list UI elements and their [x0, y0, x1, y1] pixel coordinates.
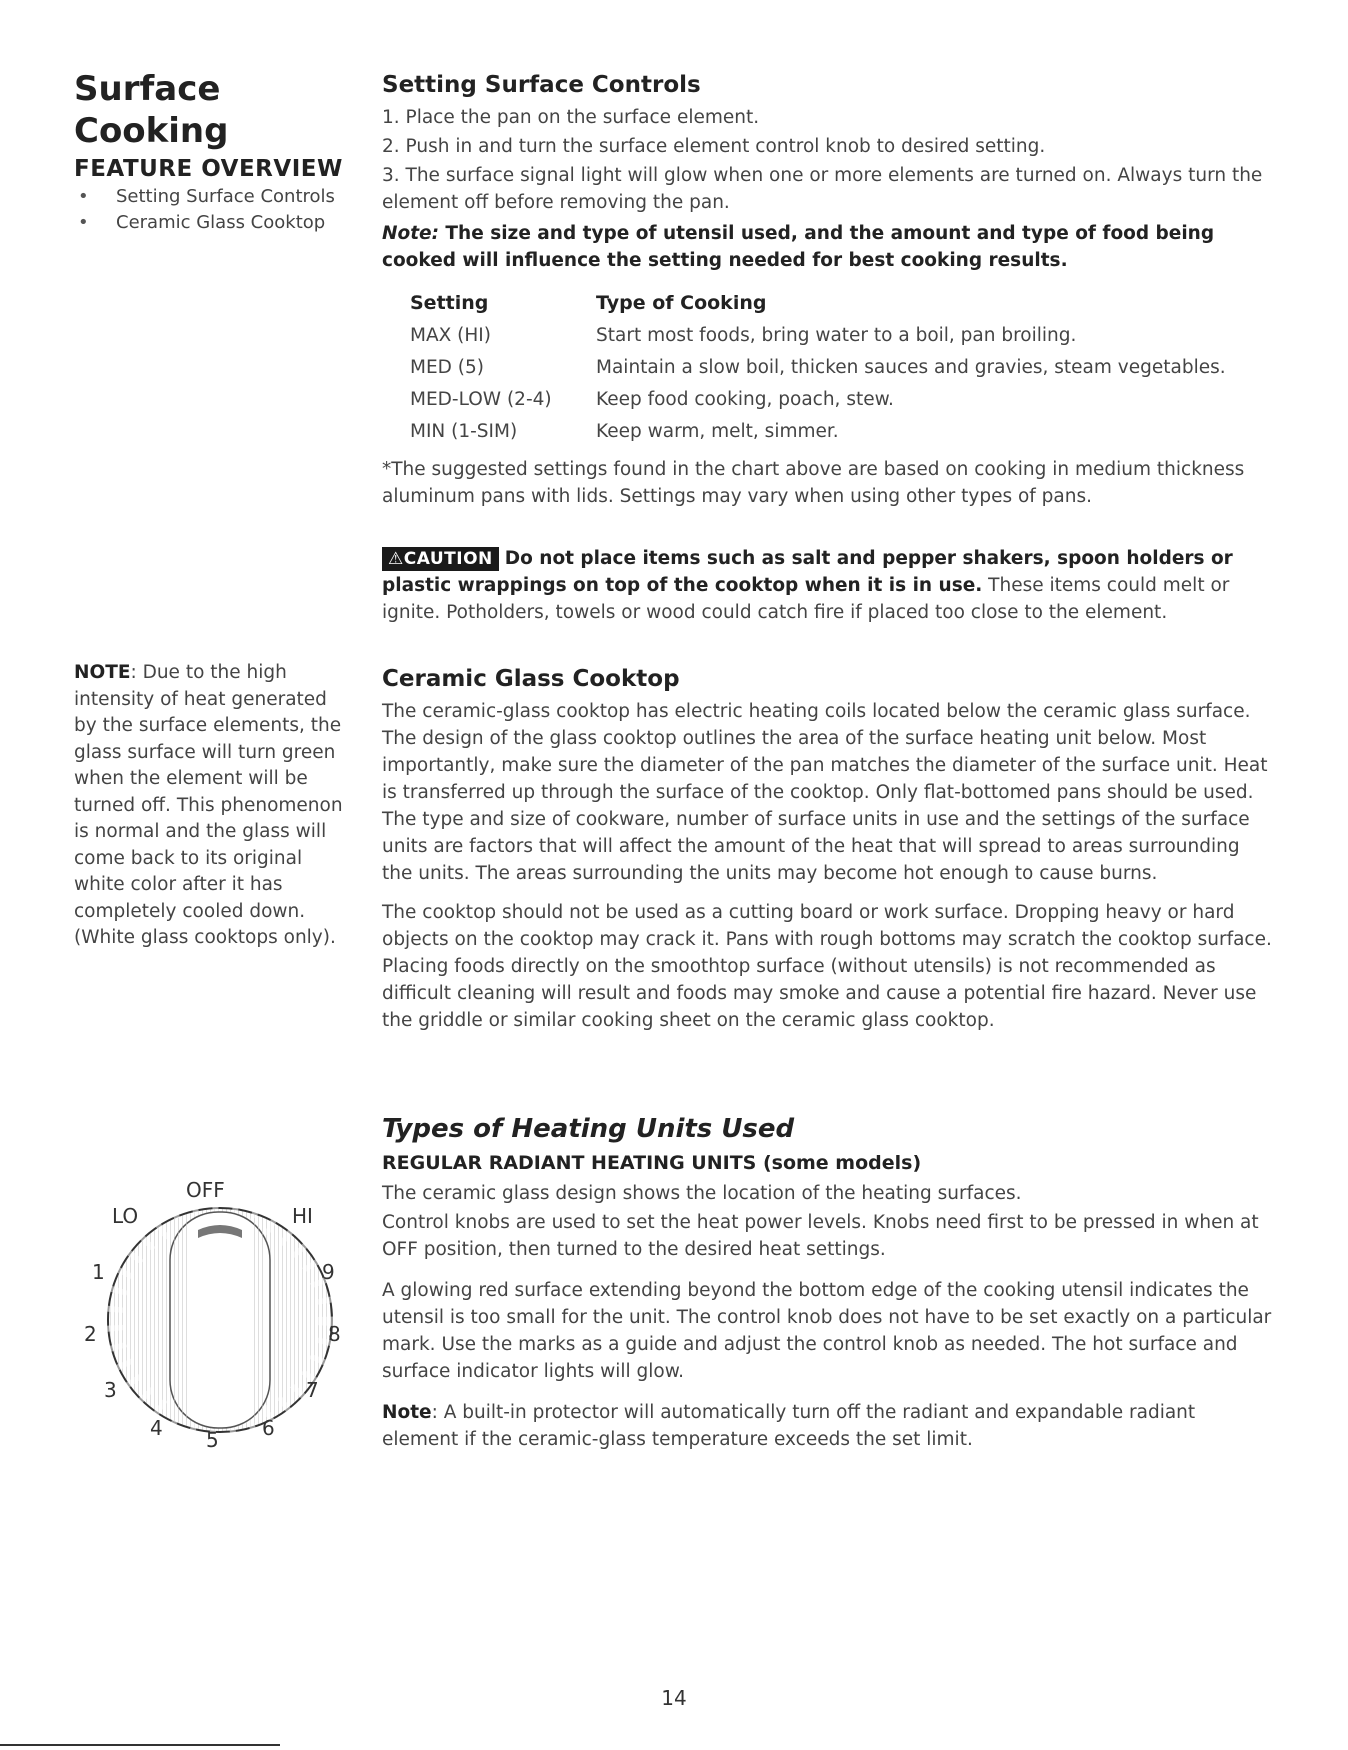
knob-mark: 3 — [104, 1378, 117, 1402]
table-header-row — [410, 286, 1226, 320]
ceramic-title: Ceramic Glass Cooktop — [382, 666, 680, 692]
feature-overview — [74, 156, 354, 236]
table-cell-setting: MED (5) — [410, 357, 484, 378]
setting-controls-title: Setting Surface Controls — [382, 72, 701, 98]
table-row — [410, 416, 1226, 448]
heating-units-title: Types of Heating Units Used — [382, 1114, 795, 1144]
heating-units-note — [382, 1399, 1272, 1453]
step-3: 3. The surface signal light will glow when one or more elements are turned on. Always turn the element off before removing the pan. — [382, 165, 1263, 213]
side-note-text: : Due to the high intensity of heat generated by the surface elements, the glass surface will turn green when the element will be turned off. This phenomenon is normal and the glass will come back to its original white color after it has completely cooled down. (White glass cooktops only). — [74, 662, 343, 948]
ceramic-paragraph-2: The cooktop should not be used as a cutting board or work surface. Dropping heavy or hard objects on the cooktop may crack it. Pans with rough bottoms may scratch the cooktop surface. Placing foods directly on the smoothtop surface (without utensils) is not recommended as difficult cleaning will result and foods may smoke and cause a potential fire hazard. Never use the griddle or similar cooking sheet on the ceramic glass cooktop. — [382, 902, 1272, 1031]
heating-units-subtitle-rest: (some models) — [756, 1152, 922, 1174]
side-note-label: NOTE — [74, 662, 131, 683]
setting-controls-section — [382, 72, 1272, 274]
control-knob-diagram — [70, 1170, 370, 1460]
side-note — [74, 660, 344, 952]
section-title-line1: Surface — [74, 69, 221, 109]
feature-overview-title: FEATURE OVERVIEW — [74, 156, 343, 182]
ceramic-section — [382, 666, 1272, 1046]
table-cell-type: Start most foods, bring water to a boil, pan broiling. — [596, 325, 1077, 346]
knob-mark: 1 — [92, 1260, 105, 1284]
table-row — [410, 384, 1226, 416]
settings-footnote: *The suggested settings found in the chart above are based on cooking in medium thickness aluminum pans with lids. Settings may vary when using other types of pans. — [382, 459, 1245, 507]
settings-table — [410, 286, 1226, 448]
heating-units-note-text: : A built-in protector will automatically turn off the radiant and expandable radiant element if the ceramic-glass temperature exceeds the set limit. — [382, 1402, 1196, 1450]
knob-mark: 4 — [150, 1416, 163, 1440]
knob-label-off: OFF — [186, 1178, 225, 1202]
caution-block — [382, 545, 1272, 626]
table-cell-type: Keep warm, melt, simmer. — [596, 421, 839, 442]
table-cell-setting: MAX (HI) — [410, 325, 491, 346]
step-2: 2. Push in and turn the surface element control knob to desired setting. — [382, 136, 1046, 157]
settings-note-label: Note: — [382, 223, 439, 244]
heating-units-subtitle-caps: REGULAR RADIANT HEATING UNITS — [382, 1152, 757, 1174]
table-row — [410, 352, 1226, 384]
heating-units-section — [382, 1114, 1272, 1465]
step-1: 1. Place the pan on the surface element. — [382, 107, 760, 128]
page-number: 14 — [661, 1686, 687, 1710]
table-cell-setting: MED-LOW (2-4) — [410, 389, 552, 410]
ceramic-paragraph-1: The ceramic-glass cooktop has electric heating coils located below the ceramic glass surface. The design of the glass cooktop outlines the area of the surface heating unit below. Most importantly, make sure the diameter of the pan matches the diameter of the surface unit. Heat is transferred up through the surface of the cooktop. Only flat-bottomed pans should be used. The type and size of cookware, number of surface units in use and the settings of the surface units are factors that will affect the amount of the heat that will spread to areas surrounding the units. The areas surrounding the units may become hot enough to cause burns. — [382, 701, 1268, 884]
knob-mark: 6 — [262, 1416, 275, 1440]
caution-text: These items could melt or ignite. Potholders, towels or wood could catch fire if placed too close to the element. — [382, 575, 1230, 623]
table-cell-type: Maintain a slow boil, thicken sauces and gravies, steam vegetables. — [596, 357, 1226, 378]
feature-item: • Ceramic Glass Cooktop — [74, 210, 354, 236]
section-title-line2: Cooking — [74, 111, 229, 151]
knob-mark: 5 — [206, 1428, 219, 1452]
table-header-type: Type of Cooking — [596, 292, 767, 314]
caution-badge: ⚠CAUTION — [382, 547, 499, 571]
footer-rule — [0, 1744, 280, 1746]
knob-mark: 8 — [328, 1322, 341, 1346]
knob-mark: 7 — [306, 1378, 319, 1402]
table-cell-setting: MIN (1-SIM) — [410, 421, 518, 442]
table-cell-type: Keep food cooking, poach, stew. — [596, 389, 894, 410]
section-heading — [74, 68, 354, 152]
knob-mark: 2 — [84, 1322, 97, 1346]
caution-bold-text: Do not place items such as salt and pepper shakers, spoon holders or plastic wrappings on top of the cooktop when it is in use. — [382, 548, 1233, 596]
heating-units-paragraph-2: Control knobs are used to set the heat power levels. Knobs need first to be pressed in when at OFF position, then turned to the desired heat settings. — [382, 1212, 1259, 1260]
heating-units-paragraph-1: The ceramic glass design shows the location of the heating surfaces. — [382, 1183, 1022, 1204]
table-row — [410, 320, 1226, 352]
heating-units-subtitle — [382, 1152, 1272, 1174]
feature-item: • Setting Surface Controls — [74, 184, 354, 210]
knob-mark: 9 — [322, 1260, 335, 1284]
knob-label-lo: LO — [112, 1204, 139, 1228]
settings-note — [382, 220, 1272, 274]
heating-units-note-label: Note — [382, 1402, 432, 1423]
knob-label-hi: HI — [292, 1204, 313, 1228]
heating-units-paragraph-3: A glowing red surface extending beyond the bottom edge of the cooking utensil indicates the utensil is too small for the unit. The control knob does not have to be set exactly on a particular mark. Use the marks as a guide and adjust the control knob as needed. The hot surface and surface indicator lights will glow. — [382, 1280, 1272, 1382]
table-header-setting: Setting — [410, 292, 489, 314]
settings-note-text: The size and type of utensil used, and the amount and type of food being cooked will influence the setting needed for best cooking results. — [382, 223, 1215, 271]
